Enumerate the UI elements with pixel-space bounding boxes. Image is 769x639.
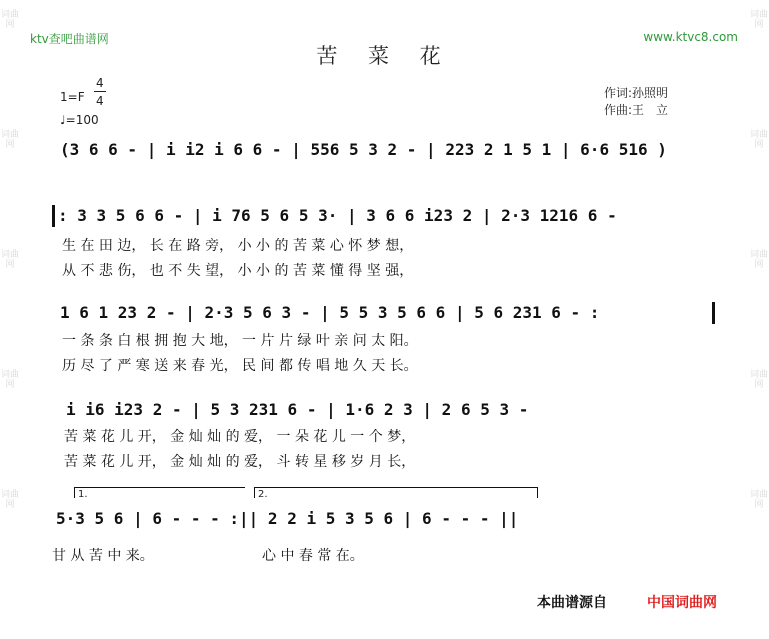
watermark-left-3: 词曲网 (0, 250, 19, 270)
score-row-2-lyric-1: 生 在 田 边， 长 在 路 旁， 小 小 的 苦 菜 心 怀 梦 想， (62, 238, 414, 254)
score-row-5-lyric-1: 甘 从 苦 中 来。 (52, 548, 154, 564)
composer-credit: 作曲:王 立 (604, 103, 669, 117)
watermark-right-4: 词曲网 (749, 370, 768, 390)
song-title: 苦 菜 花 (316, 44, 453, 68)
score-row-2-notes: : 3 3 5 6 6 - | i 76 5 6 5 3· | 3 6 6 i23 2 | 2·3 1216 6 - (58, 206, 617, 225)
watermark-left-2: 词曲网 (0, 130, 19, 150)
score-row-1-notes: (3 6 6 - | i i2 i 6 6 - | 556 5 3 2 - | 223 2 1 5 1 | 6·6 516 ) (60, 140, 667, 159)
volta-bracket-2 (254, 487, 538, 498)
site-name-left[interactable]: ktv查吧曲谱网 (30, 32, 109, 46)
footer-source-site[interactable]: 中国词曲网 (647, 595, 717, 611)
time-signature-numerator: 4 (96, 76, 104, 90)
score-row-3-notes: 1 6 1 23 2 - | 2·3 5 6 3 - | 5 5 3 5 6 6 | 5 6 231 6 - : (60, 303, 600, 322)
score-row-4-lyric-2: 苦 菜 花 儿 开， 金 灿 灿 的 爱， 斗 转 星 移 岁 月 长， (64, 454, 416, 470)
score-row-3-lyric-1: 一 条 条 白 根 拥 抱 大 地， 一 片 片 绿 叶 亲 问 太 阳。 (62, 333, 418, 349)
footer-source-label: 本曲谱源自 (537, 595, 607, 611)
watermark-left-4: 词曲网 (0, 370, 19, 390)
volta-1-label: 1. (78, 489, 88, 500)
time-signature-line (94, 91, 106, 92)
repeat-end-barline (712, 302, 715, 324)
watermark-right-5: 词曲网 (749, 490, 768, 510)
lyricist-credit: 作词:孙照明 (604, 86, 669, 100)
repeat-start-barline (52, 205, 55, 227)
score-row-5-lyric-2: 心 中 春 常 在。 (262, 548, 364, 564)
score-row-2-lyric-2: 从 不 悲 伤， 也 不 失 望， 小 小 的 苦 菜 懂 得 坚 强， (62, 263, 414, 279)
key-signature: 1=F (60, 90, 85, 104)
tempo-marking: ♩=100 (60, 113, 99, 127)
watermark-right-1: 词曲网 (749, 10, 768, 30)
watermark-left-5: 词曲网 (0, 490, 19, 510)
time-signature-denominator: 4 (96, 94, 104, 108)
watermark-right-3: 词曲网 (749, 250, 768, 270)
site-url-right[interactable]: www.ktvc8.com (643, 30, 738, 44)
score-row-4-notes: i i6 i23 2 - | 5 3 231 6 - | 1·6 2 3 | 2 6 5 3 - (66, 400, 529, 419)
volta-2-label: 2. (258, 489, 268, 500)
score-row-5-notes: 5·3 5 6 | 6 - - - :|| 2 2 i 5 3 5 6 | 6 - - - || (56, 509, 519, 528)
watermark-left-1: 词曲网 (0, 10, 19, 30)
volta-bracket-1 (74, 487, 245, 498)
score-row-4-lyric-1: 苦 菜 花 儿 开， 金 灿 灿 的 爱， 一 朵 花 儿 一 个 梦， (64, 429, 416, 445)
score-row-3-lyric-2: 历 尽 了 严 寒 送 来 春 光， 民 间 都 传 唱 地 久 天 长。 (62, 358, 418, 374)
watermark-right-2: 词曲网 (749, 130, 768, 150)
